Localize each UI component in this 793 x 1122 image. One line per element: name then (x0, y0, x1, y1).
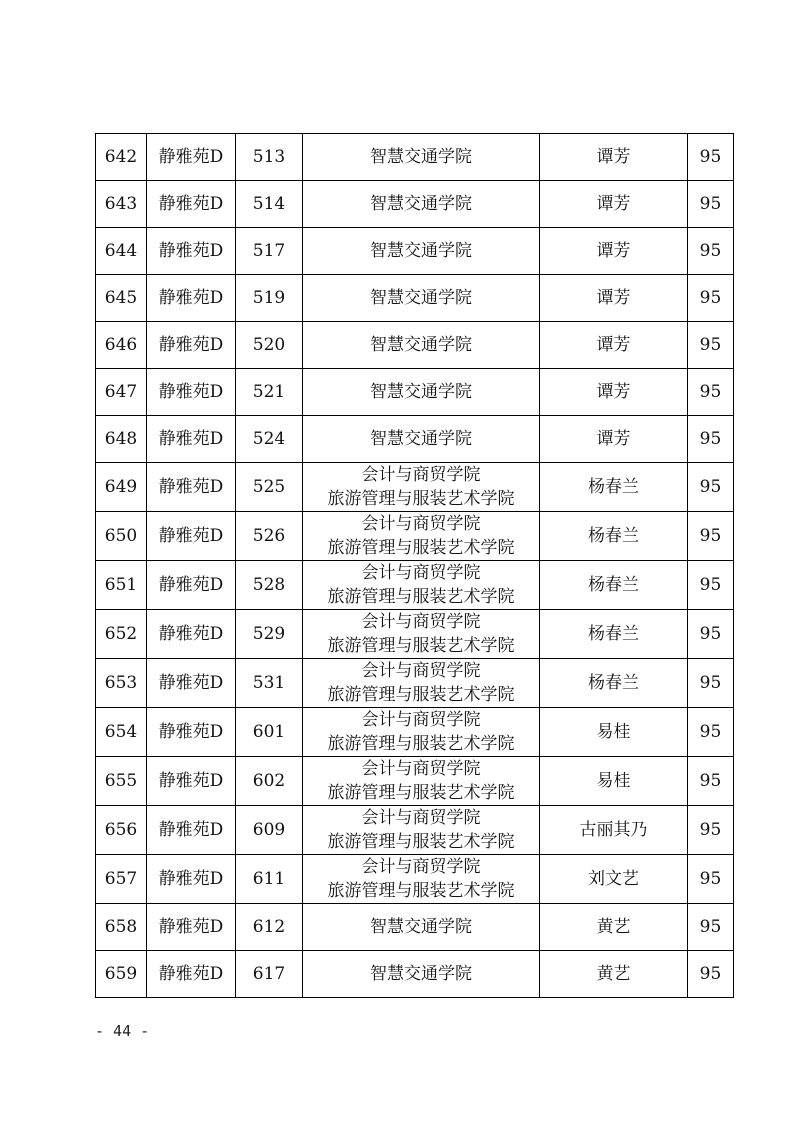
room-cell: 526 (236, 512, 303, 561)
college-name: 旅游管理与服装艺术学院 (327, 832, 515, 852)
college-name: 旅游管理与服装艺术学院 (327, 783, 515, 803)
person-cell: 谭芳 (540, 181, 688, 228)
person-cell: 杨春兰 (540, 512, 688, 561)
room-cell: 531 (236, 659, 303, 708)
building-cell: 静雅苑D (147, 416, 236, 463)
score-cell: 95 (688, 951, 734, 998)
building-cell: 静雅苑D (147, 369, 236, 416)
college-cell (303, 904, 540, 951)
college-cell (303, 806, 540, 855)
person-cell: 黄艺 (540, 951, 688, 998)
room-cell: 525 (236, 463, 303, 512)
row-number-cell: 659 (96, 951, 147, 998)
person-cell: 谭芳 (540, 369, 688, 416)
person-cell: 杨春兰 (540, 463, 688, 512)
row-number-cell: 658 (96, 904, 147, 951)
college-name: 会计与商贸学院 (361, 857, 481, 877)
table-row (96, 806, 734, 855)
building-cell: 静雅苑D (147, 134, 236, 181)
college-name: 旅游管理与服装艺术学院 (327, 636, 515, 656)
table-row (96, 512, 734, 561)
score-cell: 95 (688, 904, 734, 951)
college-name: 智慧交通学院 (370, 429, 472, 449)
college-name: 智慧交通学院 (370, 917, 472, 937)
score-cell: 95 (688, 275, 734, 322)
college-name: 旅游管理与服装艺术学院 (327, 489, 515, 509)
college-cell (303, 951, 540, 998)
college-name: 旅游管理与服装艺术学院 (327, 734, 515, 754)
table-row (96, 134, 734, 181)
table-row (96, 561, 734, 610)
table-row (96, 951, 734, 998)
college-name: 旅游管理与服装艺术学院 (327, 538, 515, 558)
row-number-cell: 653 (96, 659, 147, 708)
room-cell: 520 (236, 322, 303, 369)
college-name: 会计与商贸学院 (361, 759, 481, 779)
college-cell (303, 708, 540, 757)
building-cell: 静雅苑D (147, 806, 236, 855)
row-number-cell: 651 (96, 561, 147, 610)
room-cell: 609 (236, 806, 303, 855)
building-cell: 静雅苑D (147, 951, 236, 998)
college-name: 会计与商贸学院 (361, 612, 481, 632)
building-cell: 静雅苑D (147, 659, 236, 708)
college-name: 智慧交通学院 (370, 335, 472, 355)
row-number-cell: 656 (96, 806, 147, 855)
college-name: 智慧交通学院 (370, 382, 472, 402)
room-cell: 601 (236, 708, 303, 757)
college-cell (303, 275, 540, 322)
college-cell (303, 512, 540, 561)
row-number-cell: 652 (96, 610, 147, 659)
table-row (96, 659, 734, 708)
row-number-cell: 642 (96, 134, 147, 181)
college-name: 旅游管理与服装艺术学院 (327, 587, 515, 607)
score-cell: 95 (688, 369, 734, 416)
building-cell: 静雅苑D (147, 855, 236, 904)
college-name: 智慧交通学院 (370, 194, 472, 214)
table-row (96, 463, 734, 512)
row-number-cell: 654 (96, 708, 147, 757)
building-cell: 静雅苑D (147, 228, 236, 275)
college-name: 旅游管理与服装艺术学院 (327, 685, 515, 705)
table-body (96, 134, 734, 998)
person-cell: 黄艺 (540, 904, 688, 951)
building-cell: 静雅苑D (147, 463, 236, 512)
table-row (96, 610, 734, 659)
person-cell: 杨春兰 (540, 610, 688, 659)
college-name: 会计与商贸学院 (361, 808, 481, 828)
college-cell (303, 855, 540, 904)
room-cell: 519 (236, 275, 303, 322)
score-cell: 95 (688, 806, 734, 855)
table-row (96, 322, 734, 369)
row-number-cell: 646 (96, 322, 147, 369)
score-cell: 95 (688, 561, 734, 610)
row-number-cell: 657 (96, 855, 147, 904)
table-row (96, 275, 734, 322)
person-cell: 易桂 (540, 757, 688, 806)
score-cell: 95 (688, 855, 734, 904)
table-row (96, 757, 734, 806)
building-cell: 静雅苑D (147, 610, 236, 659)
college-name: 会计与商贸学院 (361, 563, 481, 583)
row-number-cell: 648 (96, 416, 147, 463)
score-cell: 95 (688, 610, 734, 659)
row-number-cell: 644 (96, 228, 147, 275)
building-cell: 静雅苑D (147, 322, 236, 369)
building-cell: 静雅苑D (147, 904, 236, 951)
college-cell (303, 228, 540, 275)
college-cell (303, 416, 540, 463)
college-cell (303, 659, 540, 708)
person-cell: 谭芳 (540, 228, 688, 275)
table-row (96, 855, 734, 904)
room-cell: 521 (236, 369, 303, 416)
person-cell: 谭芳 (540, 275, 688, 322)
person-cell: 谭芳 (540, 134, 688, 181)
college-name: 智慧交通学院 (370, 964, 472, 984)
college-cell (303, 757, 540, 806)
table-row (96, 416, 734, 463)
table-row (96, 708, 734, 757)
score-cell: 95 (688, 416, 734, 463)
room-cell: 602 (236, 757, 303, 806)
score-cell: 95 (688, 708, 734, 757)
row-number-cell: 655 (96, 757, 147, 806)
college-cell (303, 610, 540, 659)
person-cell: 谭芳 (540, 416, 688, 463)
person-cell: 谭芳 (540, 322, 688, 369)
score-cell: 95 (688, 228, 734, 275)
row-number-cell: 643 (96, 181, 147, 228)
college-cell (303, 463, 540, 512)
college-cell (303, 322, 540, 369)
room-cell: 528 (236, 561, 303, 610)
college-name: 旅游管理与服装艺术学院 (327, 881, 515, 901)
person-cell: 古丽其乃 (540, 806, 688, 855)
room-cell: 617 (236, 951, 303, 998)
building-cell: 静雅苑D (147, 757, 236, 806)
room-cell: 612 (236, 904, 303, 951)
college-name: 会计与商贸学院 (361, 661, 481, 681)
room-cell: 524 (236, 416, 303, 463)
score-cell: 95 (688, 512, 734, 561)
dormitory-score-table (95, 133, 734, 998)
row-number-cell: 647 (96, 369, 147, 416)
building-cell: 静雅苑D (147, 181, 236, 228)
room-cell: 529 (236, 610, 303, 659)
score-cell: 95 (688, 181, 734, 228)
score-cell: 95 (688, 757, 734, 806)
room-cell: 517 (236, 228, 303, 275)
college-name: 会计与商贸学院 (361, 465, 481, 485)
college-name: 会计与商贸学院 (361, 710, 481, 730)
college-name: 会计与商贸学院 (361, 514, 481, 534)
row-number-cell: 650 (96, 512, 147, 561)
college-cell (303, 181, 540, 228)
room-cell: 513 (236, 134, 303, 181)
college-cell (303, 369, 540, 416)
score-cell: 95 (688, 134, 734, 181)
person-cell: 杨春兰 (540, 659, 688, 708)
room-cell: 611 (236, 855, 303, 904)
college-name: 智慧交通学院 (370, 147, 472, 167)
college-name: 智慧交通学院 (370, 288, 472, 308)
score-cell: 95 (688, 463, 734, 512)
building-cell: 静雅苑D (147, 561, 236, 610)
building-cell: 静雅苑D (147, 275, 236, 322)
table-row (96, 369, 734, 416)
person-cell: 易桂 (540, 708, 688, 757)
row-number-cell: 649 (96, 463, 147, 512)
score-cell: 95 (688, 322, 734, 369)
page-number: - 44 - (95, 1022, 150, 1040)
building-cell: 静雅苑D (147, 512, 236, 561)
person-cell: 杨春兰 (540, 561, 688, 610)
college-cell (303, 561, 540, 610)
table-row (96, 181, 734, 228)
building-cell: 静雅苑D (147, 708, 236, 757)
table-row (96, 904, 734, 951)
score-cell: 95 (688, 659, 734, 708)
room-cell: 514 (236, 181, 303, 228)
college-cell (303, 134, 540, 181)
college-name: 智慧交通学院 (370, 241, 472, 261)
table-row (96, 228, 734, 275)
row-number-cell: 645 (96, 275, 147, 322)
person-cell: 刘文艺 (540, 855, 688, 904)
